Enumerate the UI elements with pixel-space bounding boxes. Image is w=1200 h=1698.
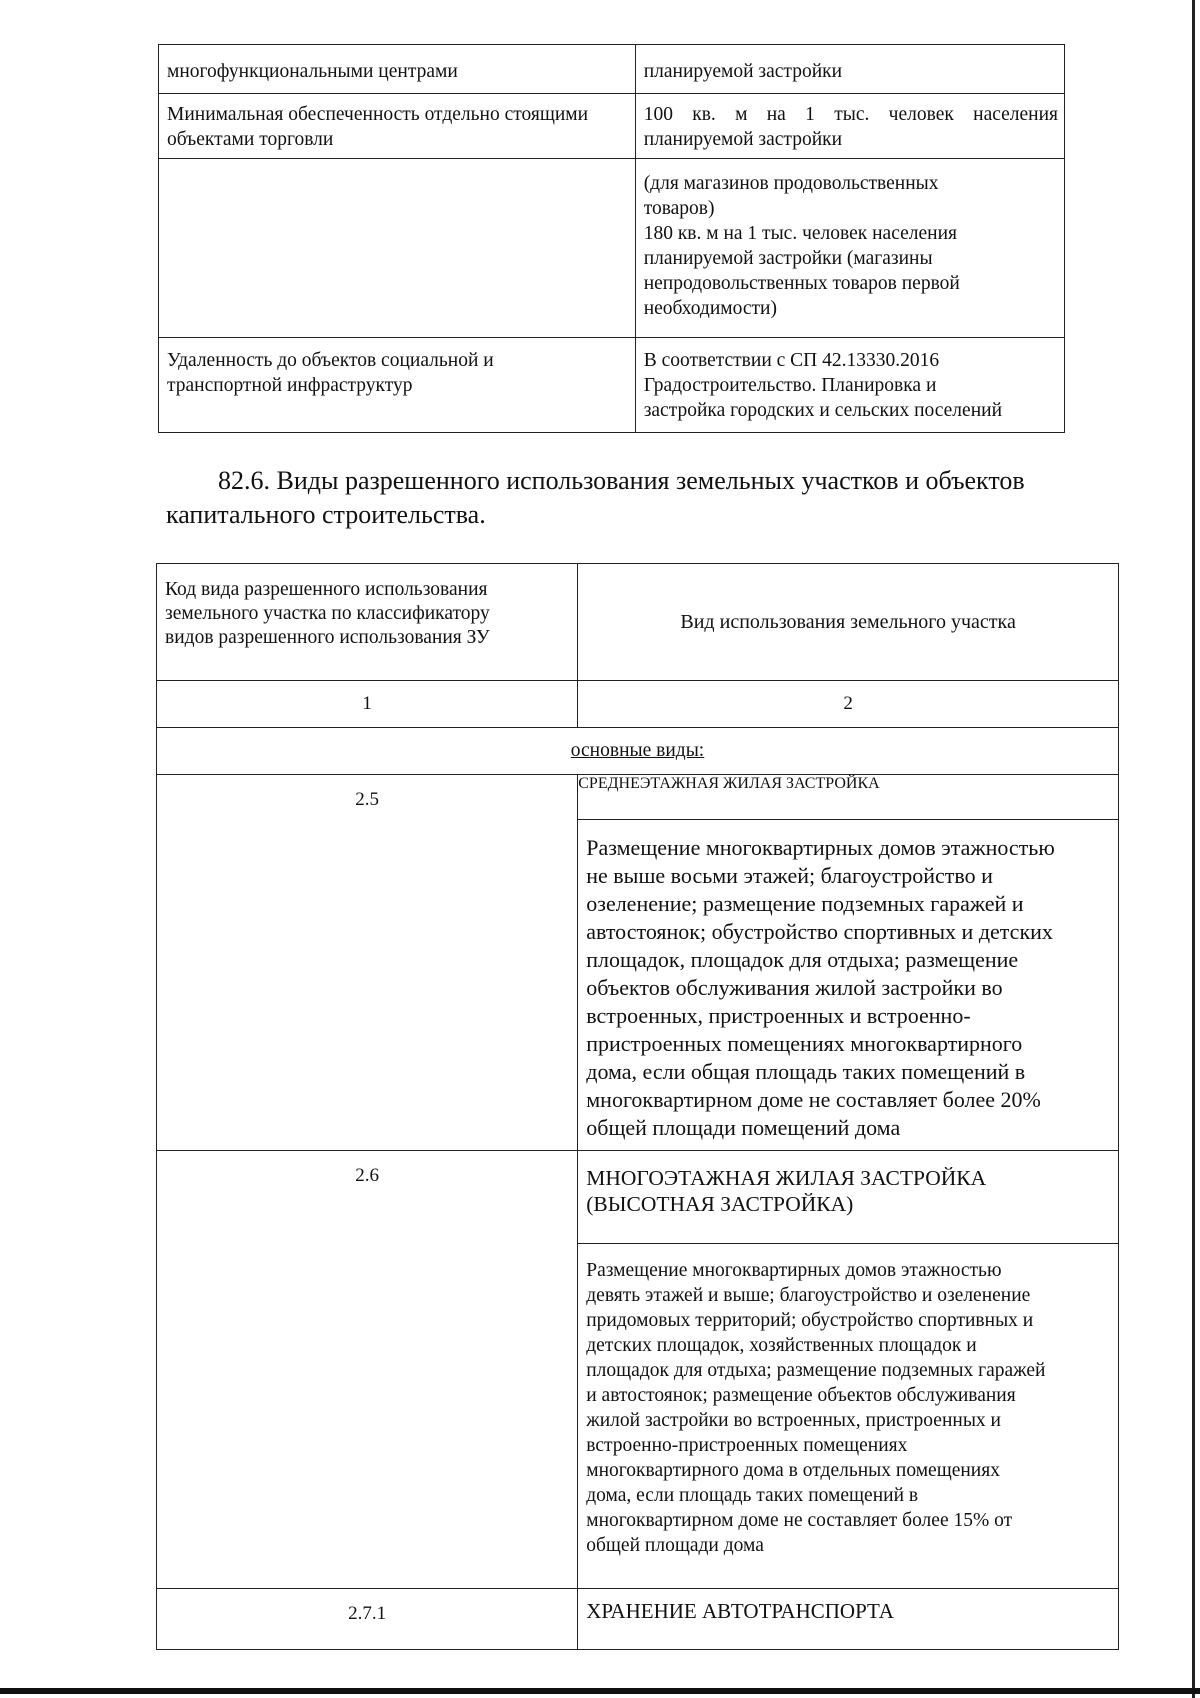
table-cell [635, 94, 1064, 159]
table-row [159, 338, 1065, 433]
section-label: основные виды: [570, 740, 705, 761]
cell-text: планируемой застройки [643, 61, 843, 82]
header-text: земельного участка по классификатору [165, 603, 490, 624]
use-title-cell [578, 1589, 1119, 1650]
use-code: 2.5 [355, 789, 379, 810]
cell-text: Удаленность до объектов социальной и [167, 350, 494, 371]
description-line: многоквартирном доме не составляет более 15% от [586, 1510, 1013, 1531]
table-header-row [157, 564, 1119, 681]
description-line: общей площади помещений дома [586, 1115, 901, 1140]
header-text: Вид использования земельного участка [680, 610, 1016, 633]
cell-text: многофункциональными центрами [167, 61, 458, 82]
table-cell [635, 45, 1064, 94]
header-text: видов разрешенного использования ЗУ [165, 627, 490, 648]
section-heading-line: 82.6. Виды разрешенного использования земельных участков и объектов [218, 466, 1025, 495]
description-line: многоквартирного дома в отдельных помещениях [586, 1460, 1000, 1481]
section-row [157, 728, 1119, 775]
description-line: озеленение; размещение подземных гаражей и [586, 891, 1024, 916]
cell-text: Минимальная обеспеченность отдельно стоящими объектами торговли [167, 104, 589, 150]
use-title: СРЕДНЕЭТАЖНАЯ ЖИЛАЯ ЗАСТРОЙКА [578, 775, 880, 792]
cell-text: планируемой застройки (магазины [643, 248, 933, 269]
description-line: встроенно-пристроенных помещениях [586, 1435, 908, 1456]
description-line: пристроенных помещениях многоквартирного [586, 1031, 1023, 1056]
description-line: девять этажей и выше; благоустройство и озеленение [586, 1285, 1031, 1306]
page-edge-right [1192, 0, 1195, 1698]
cell-text: застройка городских и сельских поселений [643, 400, 1002, 421]
cell-text: 100 кв. м на 1 тыс. человек населения [643, 104, 1058, 125]
cell-text: транспортной инфраструктур [167, 375, 413, 396]
description-line: объектов обслуживания жилой застройки во [586, 975, 1003, 1000]
description-line: не выше восьми этажей; благоустройство и [586, 863, 993, 888]
cell-text: 180 кв. м на 1 тыс. человек населения [643, 223, 957, 244]
use-title: (ВЫСОТНАЯ ЗАСТРОЙКА) [586, 1192, 854, 1216]
column-header-use-type [578, 564, 1119, 681]
description-line: Размещение многоквартирных домов этажностью [586, 835, 1055, 860]
use-title: МНОГОЭТАЖНАЯ ЖИЛАЯ ЗАСТРОЙКА [586, 1166, 987, 1190]
description-line: жилой застройки во встроенных, пристроенных и [586, 1410, 1001, 1431]
use-code-cell [157, 1589, 578, 1650]
description-line: и автостоянок; размещение объектов обслуживания [586, 1385, 1016, 1406]
description-line: дома, если общая площадь таких помещений в [586, 1059, 1026, 1084]
description-line: Размещение многоквартирных домов этажностью [586, 1260, 1002, 1281]
cell-text: непродовольственных товаров первой [643, 273, 960, 294]
use-code-cell [157, 775, 578, 1151]
section-heading [166, 464, 1106, 532]
cell-text: товаров) [643, 198, 715, 219]
table-row [159, 159, 1065, 338]
table-cell [159, 94, 636, 159]
table-row [159, 94, 1065, 159]
description-line: многоквартирном доме не составляет более 20% [586, 1087, 1041, 1112]
page-edge-bottom [0, 1688, 1200, 1694]
table-cell [159, 159, 636, 338]
permitted-use-table [156, 563, 1119, 1650]
cell-text: необходимости) [643, 298, 777, 319]
table-row [157, 1589, 1119, 1650]
table-row [159, 45, 1065, 94]
table-cell [159, 338, 636, 433]
use-title: ХРАНЕНИЕ АВТОТРАНСПОРТА [586, 1599, 894, 1623]
column-number: 1 [157, 681, 578, 728]
column-header-code [157, 564, 578, 681]
use-title-cell [578, 1151, 1119, 1244]
cell-text: планируемой застройки [643, 129, 843, 150]
table-row [157, 1151, 1119, 1244]
use-description-cell [578, 1244, 1119, 1589]
section-label-cell [157, 728, 1119, 775]
column-number-row [157, 681, 1119, 728]
table-cell [635, 159, 1064, 338]
table-cell [159, 45, 636, 94]
use-title-cell [578, 775, 1119, 820]
description-line: площадок для отдыха; размещение подземных гаражей [586, 1360, 1046, 1381]
cell-text: В соответствии с СП 42.13330.2016 [643, 350, 940, 371]
description-line: дома, если площадь таких помещений в [586, 1485, 919, 1506]
cell-text: Градостроительство. Планировка и [643, 375, 937, 396]
description-line: общей площади дома [586, 1535, 764, 1556]
description-line: встроенных, пристроенных и встроенно- [586, 1003, 971, 1028]
use-description-cell [578, 820, 1119, 1151]
norms-table [158, 44, 1065, 433]
use-code: 2.6 [355, 1165, 379, 1186]
section-heading-line: капитального строительства. [166, 500, 486, 529]
use-code-cell [157, 1151, 578, 1589]
description-line: площадок, площадок для отдыха; размещение [586, 947, 1019, 972]
description-line: автостоянок; обустройство спортивных и детских [586, 919, 1053, 944]
table-row [157, 775, 1119, 820]
header-text: Код вида разрешенного использования [165, 579, 488, 600]
column-number: 2 [578, 681, 1119, 728]
cell-text: (для магазинов продовольственных [643, 173, 939, 194]
table-cell [635, 338, 1064, 433]
use-code: 2.7.1 [348, 1603, 387, 1624]
description-line: придомовых территорий; обустройство спортивных и [586, 1310, 1034, 1331]
description-line: детских площадок, хозяйственных площадок и [586, 1335, 977, 1356]
